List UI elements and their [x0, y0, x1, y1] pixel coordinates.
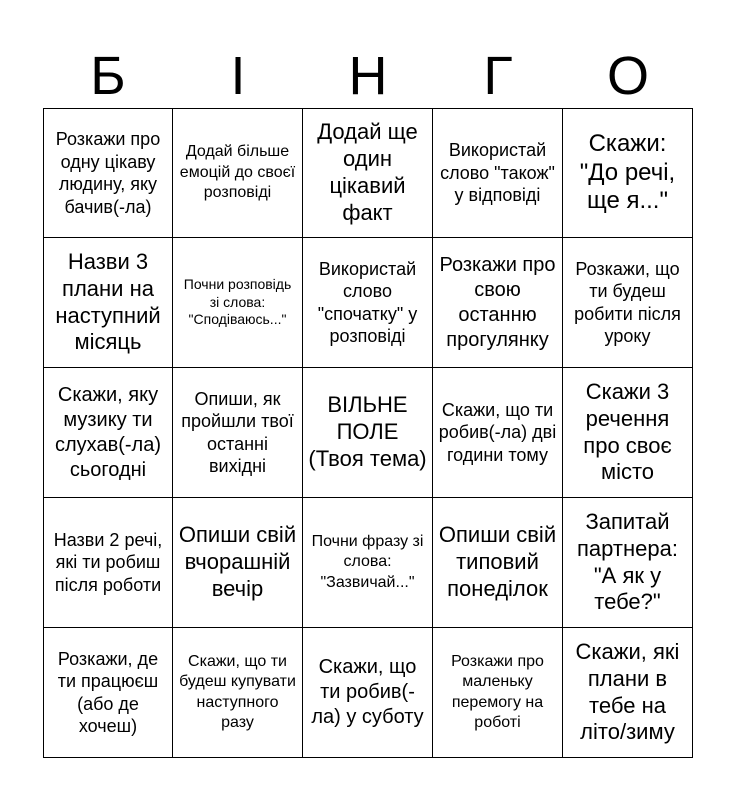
- bingo-cell[interactable]: [43, 238, 173, 368]
- bingo-cell[interactable]: [173, 498, 303, 628]
- cell-text: Розкажи про маленьку перемогу на роботі: [451, 652, 544, 731]
- cell-text: Додай ще один цікавий факт: [317, 119, 418, 225]
- cell-text: Почни розповідь зі слова: "Сподіваюсь...": [183, 275, 292, 328]
- title-letter-n: Н: [348, 46, 388, 106]
- cell-text: Розкажи, де ти працюєш (або де хочеш): [57, 648, 159, 736]
- cell-text: Скажи: "До речі, ще я...": [579, 129, 676, 215]
- bingo-cell[interactable]: [563, 238, 693, 368]
- cell-text: Розкажи про свою останню прогулянку: [439, 253, 556, 351]
- cell-text: Назви 2 речі, які ти робиш після роботи: [53, 529, 163, 595]
- cell-text: Скажи, які плани в тебе на літо/зиму: [575, 638, 680, 745]
- cell-text: ВІЛЬНЕ ПОЛЕ (Твоя тема): [308, 392, 427, 471]
- bingo-cell[interactable]: [43, 498, 173, 628]
- cell-text: Скажи, що ти робив(-ла) у суботу: [311, 656, 424, 728]
- bingo-cell-free[interactable]: [303, 368, 433, 498]
- cell-text: Скажи 3 речення про своє місто: [583, 378, 672, 485]
- bingo-cell[interactable]: [563, 108, 693, 238]
- bingo-cell[interactable]: [303, 238, 433, 368]
- bingo-cell[interactable]: [563, 628, 693, 758]
- bingo-cell[interactable]: [173, 368, 303, 498]
- bingo-cell[interactable]: [303, 628, 433, 758]
- cell-text: Опиши свій вчорашній вечір: [178, 522, 297, 601]
- bingo-cell[interactable]: [43, 368, 173, 498]
- bingo-cell[interactable]: [303, 108, 433, 238]
- cell-text: Назви 3 плани на наступний місяць: [55, 248, 161, 355]
- bingo-cell[interactable]: [433, 108, 563, 238]
- bingo-cell[interactable]: [43, 628, 173, 758]
- title-letter-i: І: [230, 46, 246, 106]
- bingo-cell[interactable]: [173, 238, 303, 368]
- bingo-cell[interactable]: [173, 628, 303, 758]
- bingo-cell[interactable]: [173, 108, 303, 238]
- bingo-cell[interactable]: [433, 238, 563, 368]
- title-letter-o: О: [606, 46, 649, 106]
- title-letter-b: Б: [90, 46, 126, 106]
- cell-text: Розкажи, що ти будеш робити після уроку: [574, 258, 681, 346]
- title-letter-g: Г: [483, 46, 513, 106]
- cell-text: Запитай партнера: "А як у тебе?": [577, 508, 678, 615]
- bingo-cell[interactable]: [563, 368, 693, 498]
- bingo-cell[interactable]: [563, 498, 693, 628]
- cell-text: Використай слово "спочатку" у розповіді: [317, 258, 418, 346]
- cell-text: Використай слово "також" у відповіді: [440, 140, 555, 206]
- bingo-title: [43, 44, 693, 108]
- cell-text: Скажи, яку музику ти слухав(-ла) сьогодні: [55, 383, 161, 481]
- bingo-grid: [43, 108, 693, 758]
- bingo-cell[interactable]: [43, 108, 173, 238]
- cell-text: Почни фразу зі слова: "Зазвичай...": [311, 532, 424, 591]
- cell-text: Додай більше емоцій до своєї розповіді: [179, 143, 296, 202]
- cell-text: Розкажи про одну цікаву людину, яку бачив(-ла): [55, 129, 161, 217]
- cell-text: Скажи, що ти робив(-ла) дві години тому: [438, 399, 557, 465]
- cell-text: Скажи, що ти будеш купувати наступного разу: [179, 652, 296, 731]
- cell-text: Опиши, як пройшли твої останні вихідні: [181, 388, 294, 476]
- bingo-cell[interactable]: [433, 498, 563, 628]
- bingo-cell[interactable]: [433, 368, 563, 498]
- bingo-cell[interactable]: [433, 628, 563, 758]
- cell-text: Опиши свій типовий понеділок: [438, 522, 557, 601]
- bingo-cell[interactable]: [303, 498, 433, 628]
